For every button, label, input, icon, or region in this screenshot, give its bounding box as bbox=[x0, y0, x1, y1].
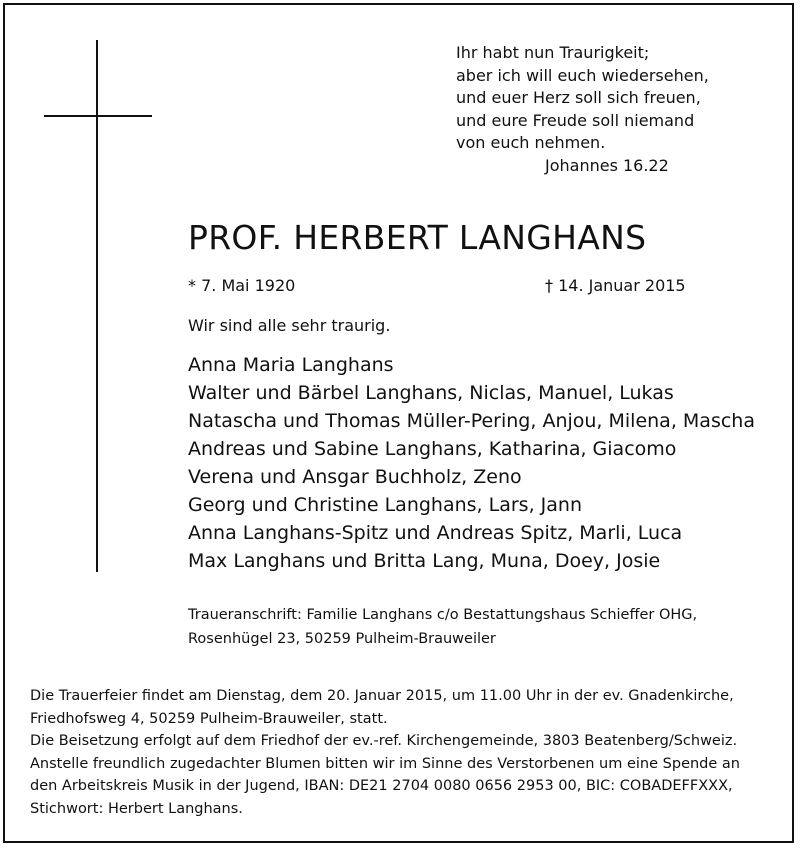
birth-date: * 7. Mai 1920 bbox=[188, 276, 296, 295]
verse-line: und euer Herz soll sich freuen, bbox=[456, 88, 701, 107]
footer-line: Die Trauerfeier findet am Dienstag, dem 20. Januar 2015, um 11.00 Uhr in der ev. Gnadenkirche, bbox=[30, 688, 734, 704]
mourner-line: Walter und Bärbel Langhans, Niclas, Manuel, Lukas bbox=[188, 382, 674, 404]
mourning-address bbox=[188, 603, 697, 651]
mourner-line: Anna Langhans-Spitz und Andreas Spitz, Marli, Luca bbox=[188, 522, 683, 544]
footer-line: den Arbeitskreis Musik in der Jugend, IBAN: DE21 2704 0080 0656 2953 00, BIC: COBADEFFXXX, bbox=[30, 778, 733, 795]
address-line: Rosenhügel 23, 50259 Pulheim-Brauweiler bbox=[188, 631, 496, 647]
verse-line: von euch nehmen. bbox=[456, 133, 606, 152]
footer-line: Friedhofsweg 4, 50259 Pulheim-Brauweiler, statt. bbox=[30, 710, 388, 727]
bible-verse bbox=[456, 42, 709, 177]
verse-reference: Johannes 16.22 bbox=[544, 155, 669, 175]
death-date: † 14. Januar 2015 bbox=[545, 276, 686, 295]
deceased-name: PROF. HERBERT LANGHANS bbox=[188, 218, 647, 257]
verse-line: Ihr habt nun Traurigkeit; bbox=[456, 43, 650, 62]
footer-line: Die Beisetzung erfolgt auf dem Friedhof der ev.-ref. Kirchengemeinde, 3803 Beatenberg/Schweiz. bbox=[30, 733, 738, 750]
mourner-line: Natascha und Thomas Müller-Pering, Anjou, Milena, Mascha bbox=[188, 410, 755, 432]
mourner-line: Anna Maria Langhans bbox=[188, 354, 394, 376]
verse-line: aber ich will euch wiedersehen, bbox=[456, 65, 709, 85]
verse-line: und eure Freude soll niemand bbox=[456, 110, 695, 130]
mourner-line: Verena und Ansgar Buchholz, Zeno bbox=[188, 466, 522, 488]
mourner-line: Georg und Christine Langhans, Lars, Jann bbox=[188, 494, 582, 516]
mourners-list bbox=[188, 351, 755, 575]
footer-line: Stichwort: Herbert Langhans. bbox=[30, 800, 243, 817]
cross-vertical-bar bbox=[96, 40, 98, 572]
cross-horizontal-bar bbox=[44, 115, 152, 117]
intro-text: Wir sind alle sehr traurig. bbox=[188, 316, 391, 335]
mourner-line: Max Langhans und Britta Lang, Muna, Doey, Josie bbox=[188, 550, 661, 572]
footer-line: Anstelle freundlich zugedachter Blumen bitten wir im Sinne des Verstorbenen um eine Spende an bbox=[30, 755, 740, 772]
mourner-line: Andreas und Sabine Langhans, Katharina, Giacomo bbox=[188, 438, 677, 460]
ceremony-info bbox=[30, 685, 778, 821]
address-line: Traueranschrift: Familie Langhans c/o Bestattungshaus Schieffer OHG, bbox=[188, 607, 698, 623]
